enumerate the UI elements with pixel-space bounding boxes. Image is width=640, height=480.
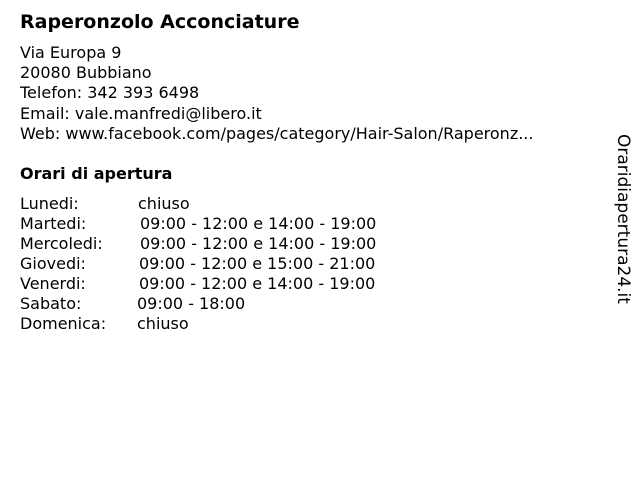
hours-heading: Orari di apertura [20,164,173,183]
day-hours: 09:00 - 12:00 e 15:00 - 21:00 [139,254,376,273]
day-label: Lunedi: [20,194,79,213]
day-hours: 09:00 - 12:00 e 14:00 - 19:00 [140,214,377,233]
site-watermark: Oraridiapertura24.it [613,134,633,304]
day-label: Venerdi: [20,274,86,293]
day-label: Giovedi: [20,254,86,273]
city-postal: 20080 Bubbiano [20,63,152,83]
website-link[interactable]: Web: www.facebook.com/pages/category/Hair-Salon/Raperonz... [20,123,534,143]
day-hours: 09:00 - 12:00 e 14:00 - 19:00 [140,234,377,253]
day-label: Mercoledi: [20,234,103,253]
day-hours: chiuso [138,194,190,213]
day-label: Domenica: [20,314,107,333]
street-address: Via Europa 9 [20,43,122,62]
day-hours: chiuso [137,314,189,333]
phone-number: Telefon: 342 393 6498 [20,83,200,103]
day-label: Martedi: [20,214,87,233]
contact-info [20,43,533,144]
day-hours: 09:00 - 12:00 e 14:00 - 19:00 [139,274,376,293]
email-address: Email: vale.manfredi@libero.it [20,103,262,123]
business-name: Raperonzolo Acconciature [20,11,300,33]
day-label: Sabato: [20,294,82,313]
day-hours: 09:00 - 18:00 [137,294,246,313]
